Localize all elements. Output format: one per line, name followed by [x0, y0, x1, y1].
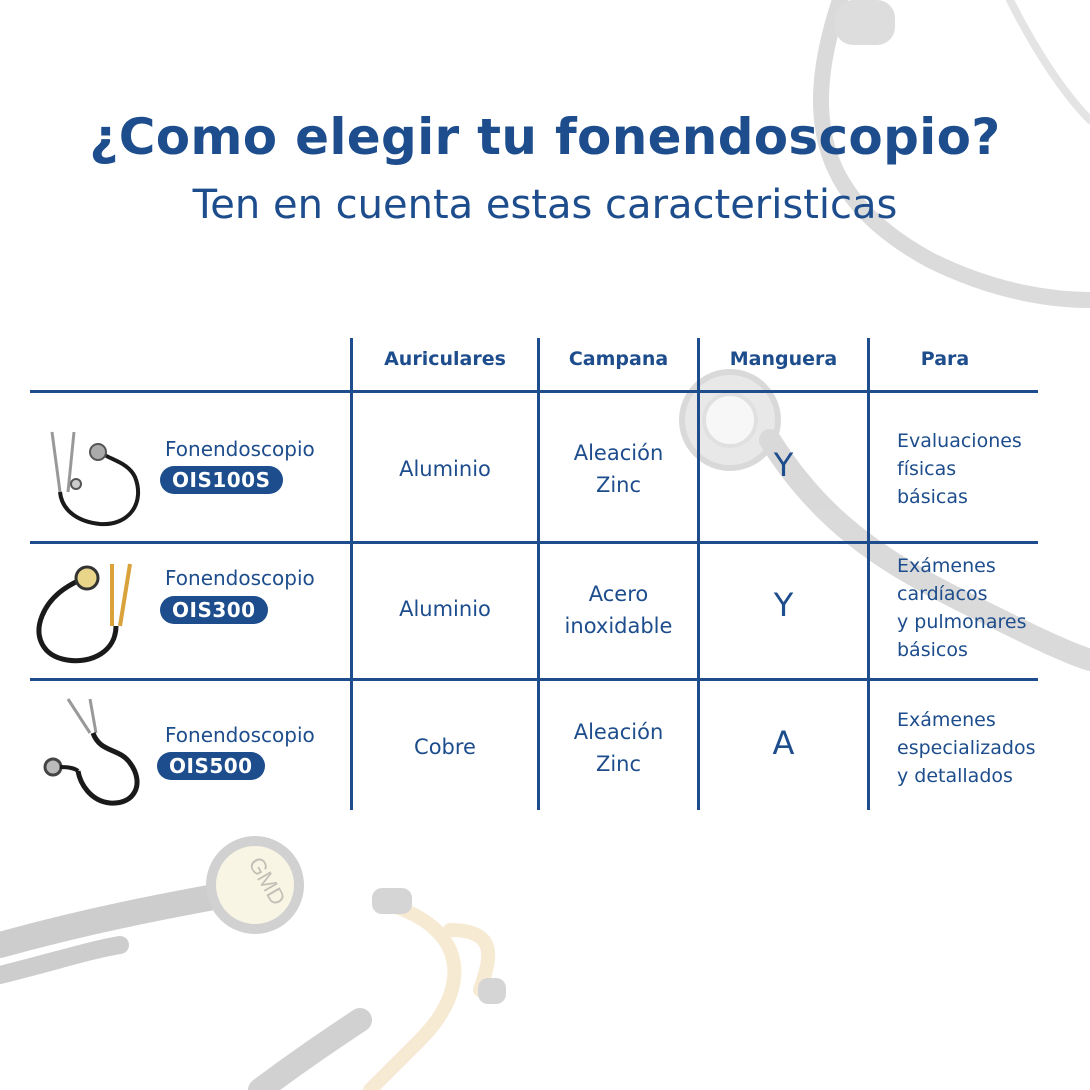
cell-para-line: especializados	[897, 737, 1036, 759]
cell-para-line: Exámenes	[897, 555, 996, 577]
product-label: Fonendoscopio	[165, 723, 315, 747]
cell-campana-line: Zinc	[595, 752, 642, 776]
cell-para-line: básicas	[897, 486, 968, 508]
cell-campana-line: inoxidable	[564, 614, 673, 638]
column-header-manguera: Manguera	[729, 348, 838, 370]
cell-para-line: Exámenes	[897, 709, 996, 731]
cell-para-line: y detallados	[897, 765, 1013, 787]
cell-para-line: básicos	[897, 639, 968, 661]
product-model-badge: OIS100S	[160, 466, 283, 494]
cell-campana-line: Aleación	[573, 720, 664, 744]
stethoscope-ois100s-image	[40, 422, 160, 537]
product-model-badge: OIS300	[160, 596, 268, 624]
cell-campana	[540, 716, 697, 780]
cell-auriculares: Aluminio	[399, 457, 491, 481]
page-subtitle: Ten en cuenta estas caracteristicas	[192, 182, 898, 228]
cell-manguera: Y	[773, 586, 794, 624]
grid-line	[867, 338, 870, 810]
cell-para-line: Evaluaciones	[897, 430, 1022, 452]
product-model-badge: OIS500	[157, 752, 265, 780]
cell-para	[897, 427, 1077, 511]
cell-auriculares: Aluminio	[399, 597, 491, 621]
cell-para-line: físicas	[897, 458, 957, 480]
grid-line	[30, 678, 1038, 681]
product-label: Fonendoscopio	[165, 566, 315, 590]
cell-para	[897, 552, 1077, 664]
column-header-campana: Campana	[568, 348, 669, 370]
cell-campana	[540, 578, 697, 642]
cell-auriculares: Cobre	[414, 735, 476, 759]
cell-campana-line: Acero	[588, 582, 649, 606]
column-header-para: Para	[920, 348, 970, 370]
cell-manguera: Y	[773, 446, 794, 484]
stethoscope-ois300-image	[32, 556, 147, 668]
cell-campana-line: Zinc	[595, 473, 642, 497]
cell-manguera: A	[772, 724, 795, 762]
watermark-text: GMD	[243, 852, 291, 910]
cell-para-line: cardíacos	[897, 583, 988, 605]
column-header-auriculares: Auriculares	[384, 348, 506, 370]
cell-para-line: y pulmonares	[897, 611, 1027, 633]
stethoscope-ois500-image	[40, 693, 155, 808]
cell-campana	[540, 437, 697, 501]
grid-line	[30, 541, 1038, 544]
product-label: Fonendoscopio	[165, 437, 315, 461]
grid-line	[30, 390, 1038, 393]
cell-para	[897, 706, 1082, 790]
page-title: ¿Como elegir tu fonendoscopio?	[89, 108, 1001, 166]
cell-campana-line: Aleación	[573, 441, 664, 465]
